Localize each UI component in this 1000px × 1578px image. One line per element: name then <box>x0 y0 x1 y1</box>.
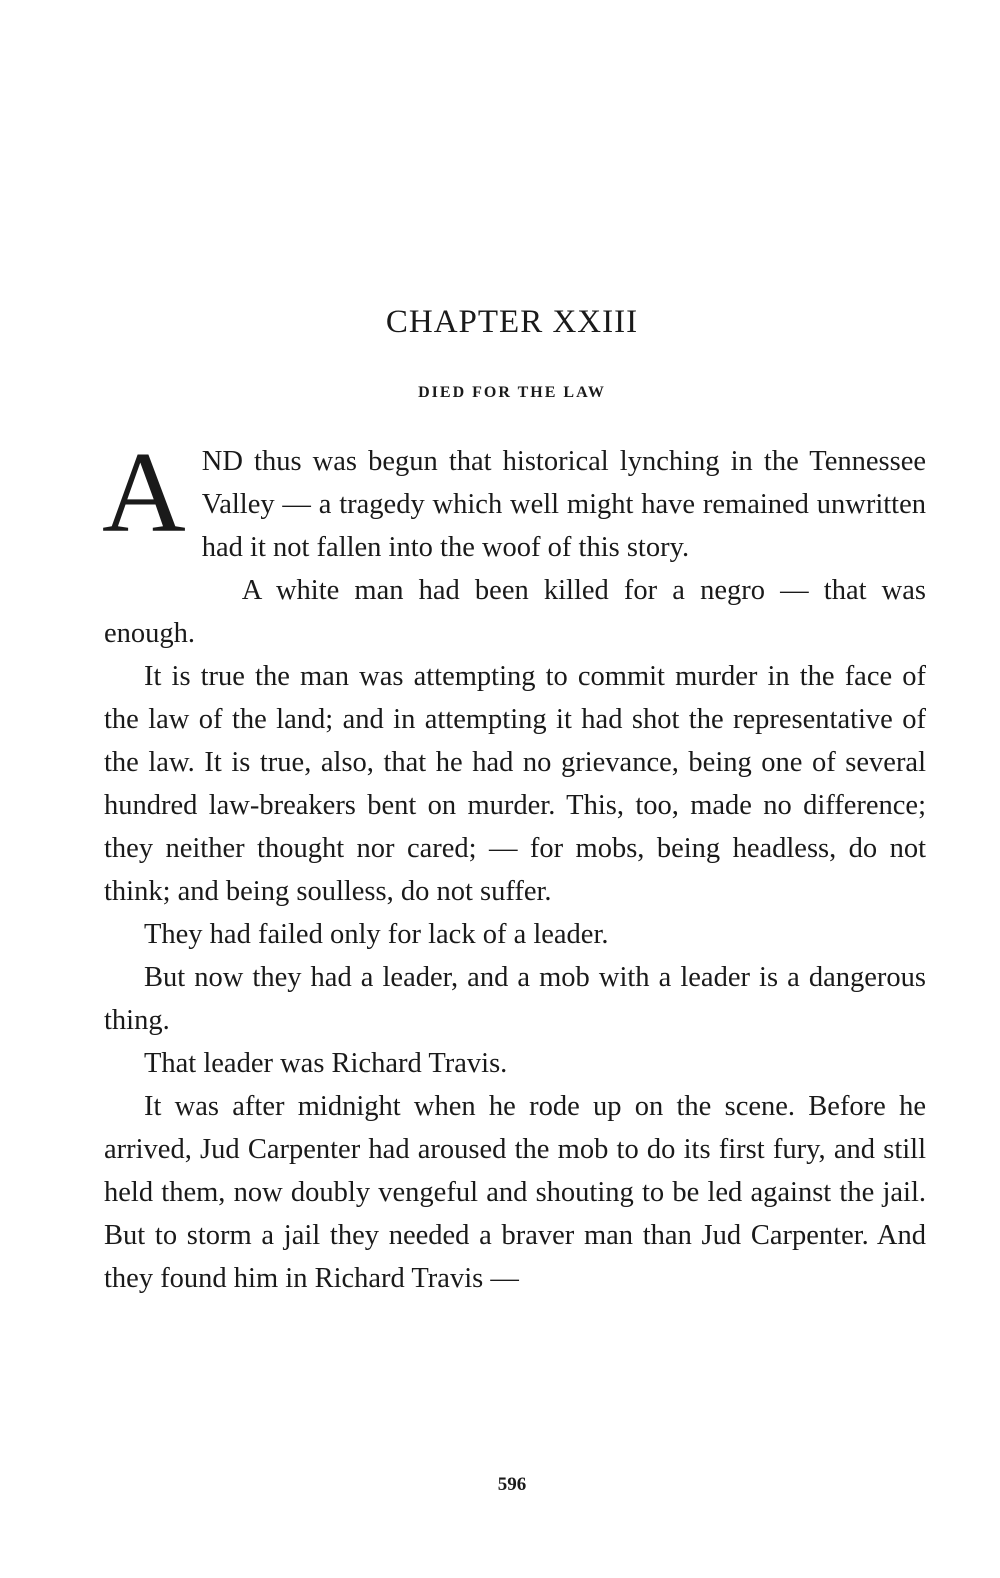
paragraph-7: It was after midnight when he rode up on the scene. Before he arrived, Jud Carpenter had aroused the mob to do its first fury, and still held them, now doubly vengeful and shouting to be led against the jail. But to storm a jail they needed a braver man than Jud Carpenter. And they found him in Richard Travis — <box>104 1091 926 1294</box>
paragraph-2: A white man had been killed for a negro — that was enough. <box>104 575 926 649</box>
chapter-title: CHAPTER XXIII <box>385 304 639 340</box>
paragraph-1 <box>102 429 926 569</box>
paragraph-6: That leader was Richard Travis. <box>144 1048 508 1079</box>
paragraph-3: It is true the man was attempting to commit murder in the face of the law of the land; and in attempting it had shot the representative of the law. It is true, also, that he had no grievance, being one of several hundred law-breakers bent on murder. This, too, made no difference; they neither thought nor cared; — for mobs, being headless, do not think; and being soulless, do not suffer. <box>104 661 926 907</box>
page-number: 596 <box>497 1474 527 1495</box>
paragraph-5: But now they had a leader, and a mob with a leader is a dangerous thing. <box>104 962 926 1036</box>
chapter-subtitle: DIED FOR THE LAW <box>418 384 606 401</box>
paragraph-text: ND thus was begun that historical lynching in the Tennessee Valley — a tragedy which well might have remained unwritten had it not fallen into the woof of this story. <box>201 446 926 563</box>
drop-cap: A <box>102 429 186 557</box>
paragraph-4: They had failed only for lack of a leader. <box>144 919 609 950</box>
chapter-body <box>102 429 926 1300</box>
